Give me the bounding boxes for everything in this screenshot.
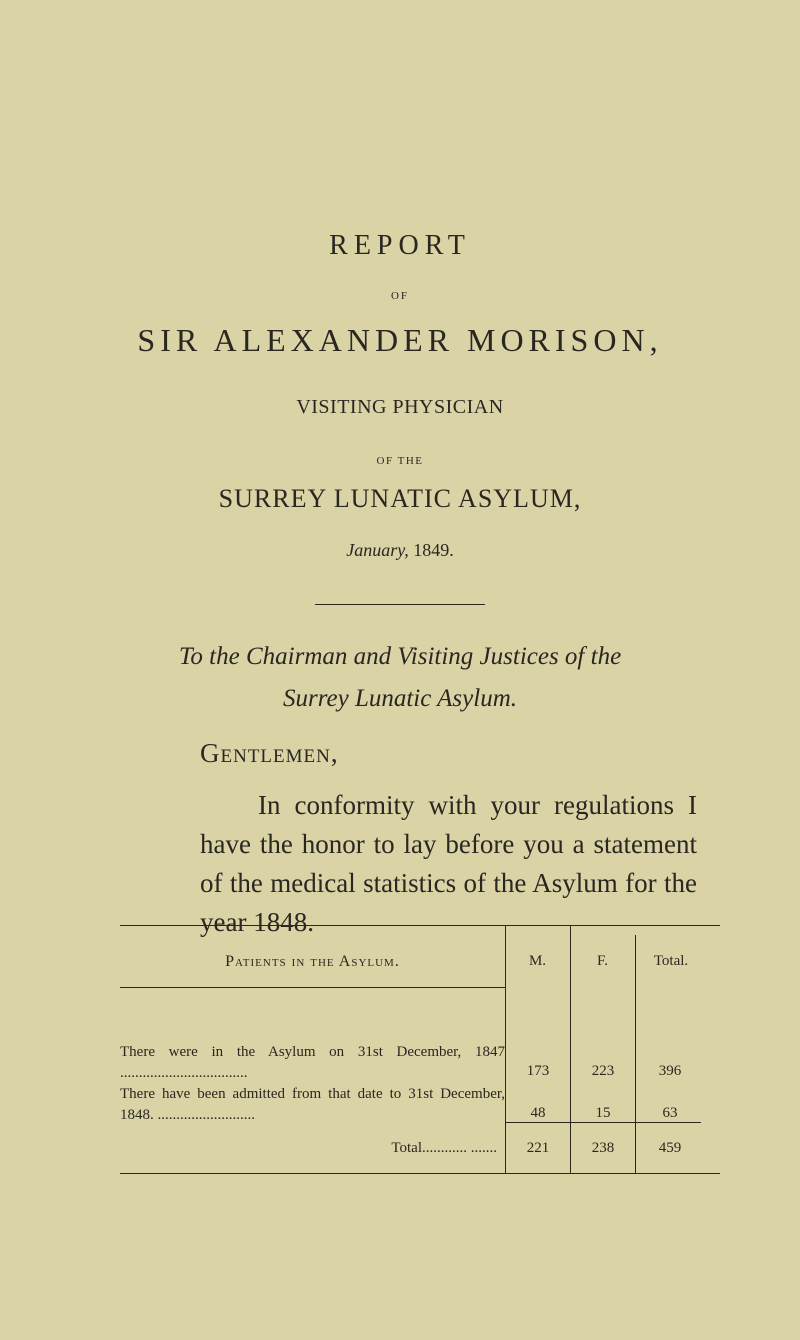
report-of: OF [390, 290, 410, 302]
header-female: F. [597, 953, 608, 969]
address-line-2: Surrey Lunatic Asylum. [282, 685, 517, 712]
table-row-label: There have been admitted from that date to 31st December, 1848. .......................... [120, 1086, 505, 1123]
row1-total: 396 [658, 1063, 682, 1079]
total-male: 221 [526, 1140, 550, 1156]
row2-total: 63 [662, 1105, 678, 1121]
header-total: Total. [653, 953, 689, 969]
total-all: 459 [658, 1140, 682, 1156]
salutation: Gentlemen, [200, 738, 339, 768]
letter-body: In conformity with your regulations I have the honor to lay before you a statement of the medical statistics of the Asylum for the year 1848. [200, 790, 697, 937]
date-month: January, [346, 540, 409, 560]
table-row-label: There were in the Asylum on 31st December, 1847 .................................. [120, 1044, 505, 1081]
report-date [0, 540, 800, 561]
subtotal-rule [505, 1122, 701, 1123]
author-name: SIR ALEXANDER MORISON, [137, 322, 663, 358]
report-title: REPORT [329, 230, 471, 261]
header-rule [120, 987, 505, 988]
address-line-1: To the Chairman and Visiting Justices of the [178, 643, 622, 670]
table-top-rule [120, 925, 720, 926]
role-of-the: OF THE [376, 455, 424, 467]
row2-male: 48 [530, 1105, 546, 1121]
statistics-table [120, 925, 720, 1277]
total-label: Total............ ....... [391, 1140, 497, 1156]
table-bottom-rule [120, 1173, 720, 1174]
row1-male: 173 [526, 1063, 550, 1079]
divider-rule [315, 604, 485, 605]
header-patients: Patients in the Asylum. [225, 953, 400, 970]
header-male: M. [528, 953, 547, 969]
institution-name: SURREY LUNATIC ASYLUM, [218, 484, 582, 513]
row2-female: 15 [595, 1105, 611, 1121]
row1-female: 223 [591, 1063, 615, 1079]
column-divider-3 [635, 935, 636, 1173]
date-year: 1849. [413, 540, 454, 560]
total-female: 238 [591, 1140, 615, 1156]
author-role: VISITING PHYSICIAN [296, 396, 504, 418]
